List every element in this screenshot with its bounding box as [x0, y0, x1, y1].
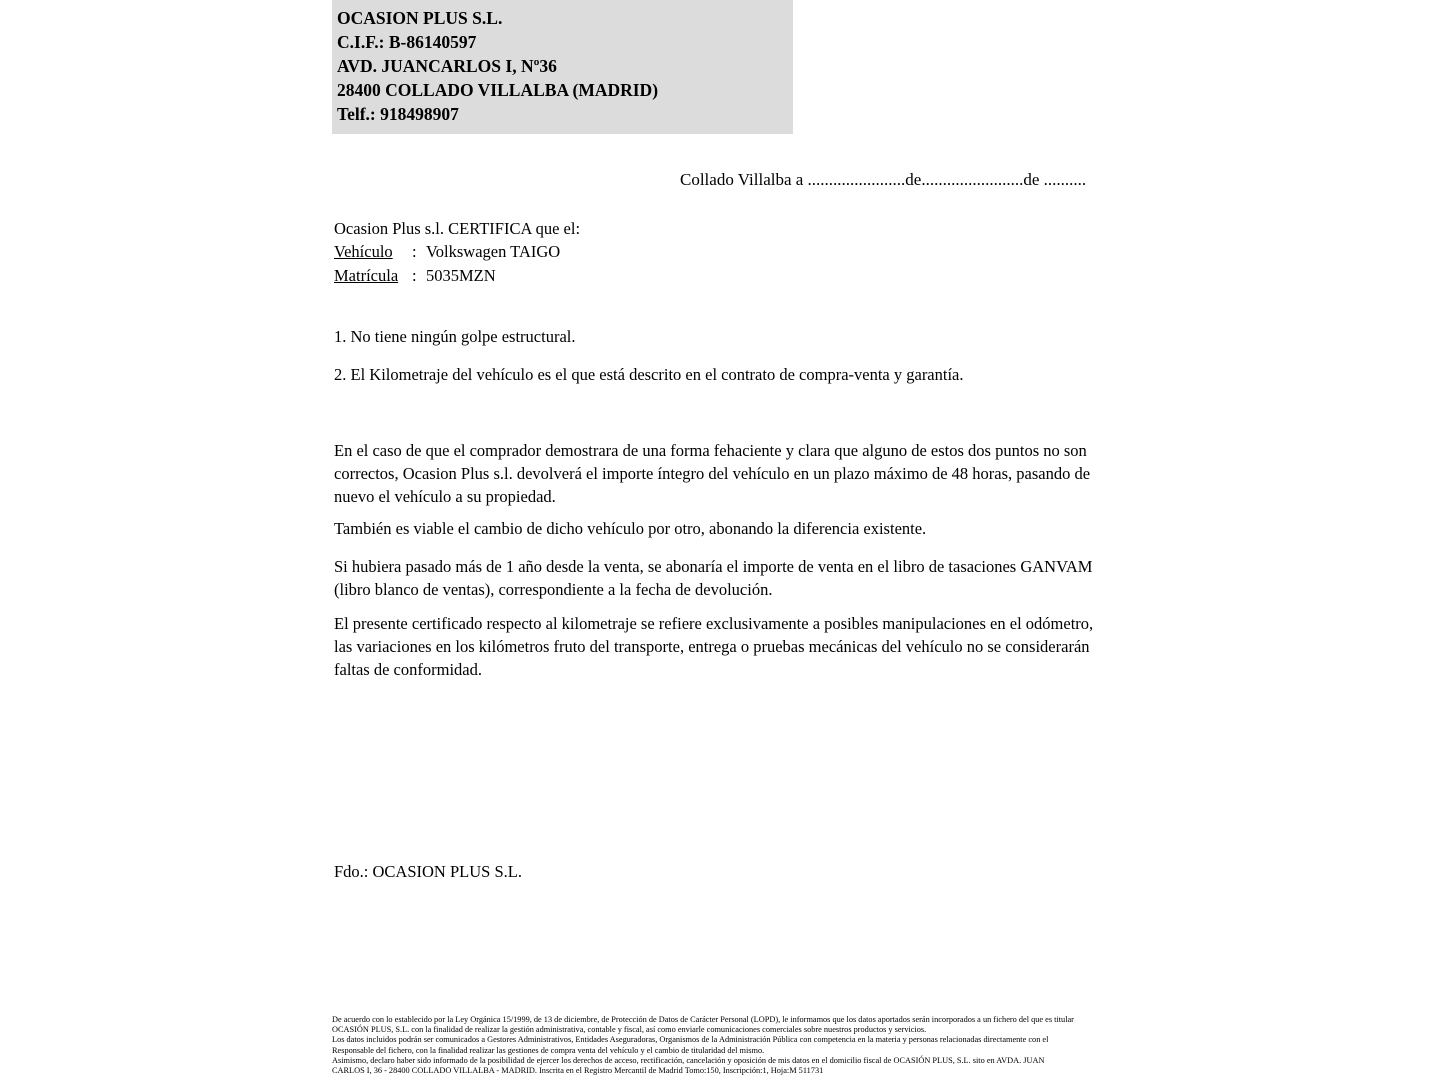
paragraph-odometer-scope: El presente certificado respecto al kilometraje se refiere exclusivamente a posibles manipulaciones en el odómetro, las variaciones en los kilómetros fruto del transporte, entrega o pruebas mecánicas del vehículo no se considerarán faltas de conformidad.: [334, 614, 1094, 679]
plate-row: [334, 264, 496, 288]
legal-footer: [332, 1015, 1122, 1076]
vehicle-value: Volkswagen TAIGO: [426, 242, 561, 261]
signature-line: Fdo.: OCASION PLUS S.L.: [334, 862, 522, 881]
legal-footer-line: Asimismo, declaro haber sido informado de la posibilidad de ejercer los derechos de acceso, rectificación, cancelación y oposición de mis datos en el domicilio fiscal de OCASIÓN PLUS, S.L. sito en AVDA. JUAN: [332, 1055, 1045, 1065]
legal-footer-line: OCASIÓN PLUS, S.L. con la finalidad de realizar la gestión administrativa, contable y fiscal, así como enviarle comunicaciones comerciales sobre nuestros productos y servicios.: [332, 1025, 927, 1035]
plate-separator: :: [412, 266, 417, 285]
plate-label: Matrícula: [334, 266, 399, 285]
letterhead-phone: Telf.: 918498907: [337, 104, 459, 124]
paragraph-ganvam-valuation: Si hubiera pasado más de 1 año desde la venta, se abonaría el importe de venta en el libro de tasaciones GANVAM (libro blanco de ventas), correspondiente a la fecha de devolución.: [334, 557, 1093, 599]
vehicle-row: [334, 240, 560, 264]
letterhead-cif: C.I.F.: B-86140597: [337, 32, 477, 52]
letterhead-address: AVD. JUANCARLOS I, Nº36: [337, 56, 557, 76]
vehicle-separator: :: [412, 242, 417, 261]
vehicle-label: Vehículo: [334, 242, 393, 261]
letterhead-company-name: OCASION PLUS S.L.: [337, 8, 503, 28]
legal-footer-line: CARLOS I, 36 - 28400 COLLADO VILLALBA - MADRID. Inscrita en el Registro Mercantil de Madrid Tomo:150, Inscripción:1, Hoja:M 511731: [332, 1066, 824, 1076]
legal-footer-line: Responsable del fichero, con la finalidad realizar las gestiones de compra venta del vehículo y el cambio de titularidad del mismo.: [332, 1045, 765, 1055]
certification-point-2: 2. El Kilometraje del vehículo es el que está descrito en el contrato de compra-venta y garantía.: [334, 365, 964, 384]
paragraph-refund-terms: En el caso de que el comprador demostrara de una forma fehaciente y clara que alguno de estos dos puntos no son correctos, Ocasion Plus s.l. devolverá el importe íntegro del vehículo en un plazo máximo de 48 horas, pasando de nuevo el vehículo a su propiedad.: [334, 441, 1091, 506]
certifies-intro: Ocasion Plus s.l. CERTIFICA que el:: [334, 219, 581, 238]
paragraph-exchange-option: También es viable el cambio de dicho vehículo por otro, abonando la diferencia existente.: [334, 519, 927, 538]
letterhead-city: 28400 COLLADO VILLALBA (MADRID): [337, 80, 659, 100]
date-line: Collado Villalba a .......................de........................de ..........: [680, 170, 1087, 189]
plate-value: 5035MZN: [426, 266, 496, 285]
legal-footer-line: De acuerdo con lo establecido por la Ley Orgánica 15/1999, de 13 de diciembre, de Protección de Datos de Carácter Personal (LOPD), le informamos que los datos aportados serán incorporados a un fichero del que es titular: [332, 1015, 1074, 1024]
letterhead-block: [332, 0, 793, 134]
legal-footer-line: Los datos incluidos podrán ser comunicados a Gestores Administrativos, Entidades Aseguradoras, Organismos de la Administración Pública con competencia en la materia y personas relacionadas directamente con el: [332, 1035, 1049, 1045]
certification-point-1: 1. No tiene ningún golpe estructural.: [334, 327, 576, 346]
